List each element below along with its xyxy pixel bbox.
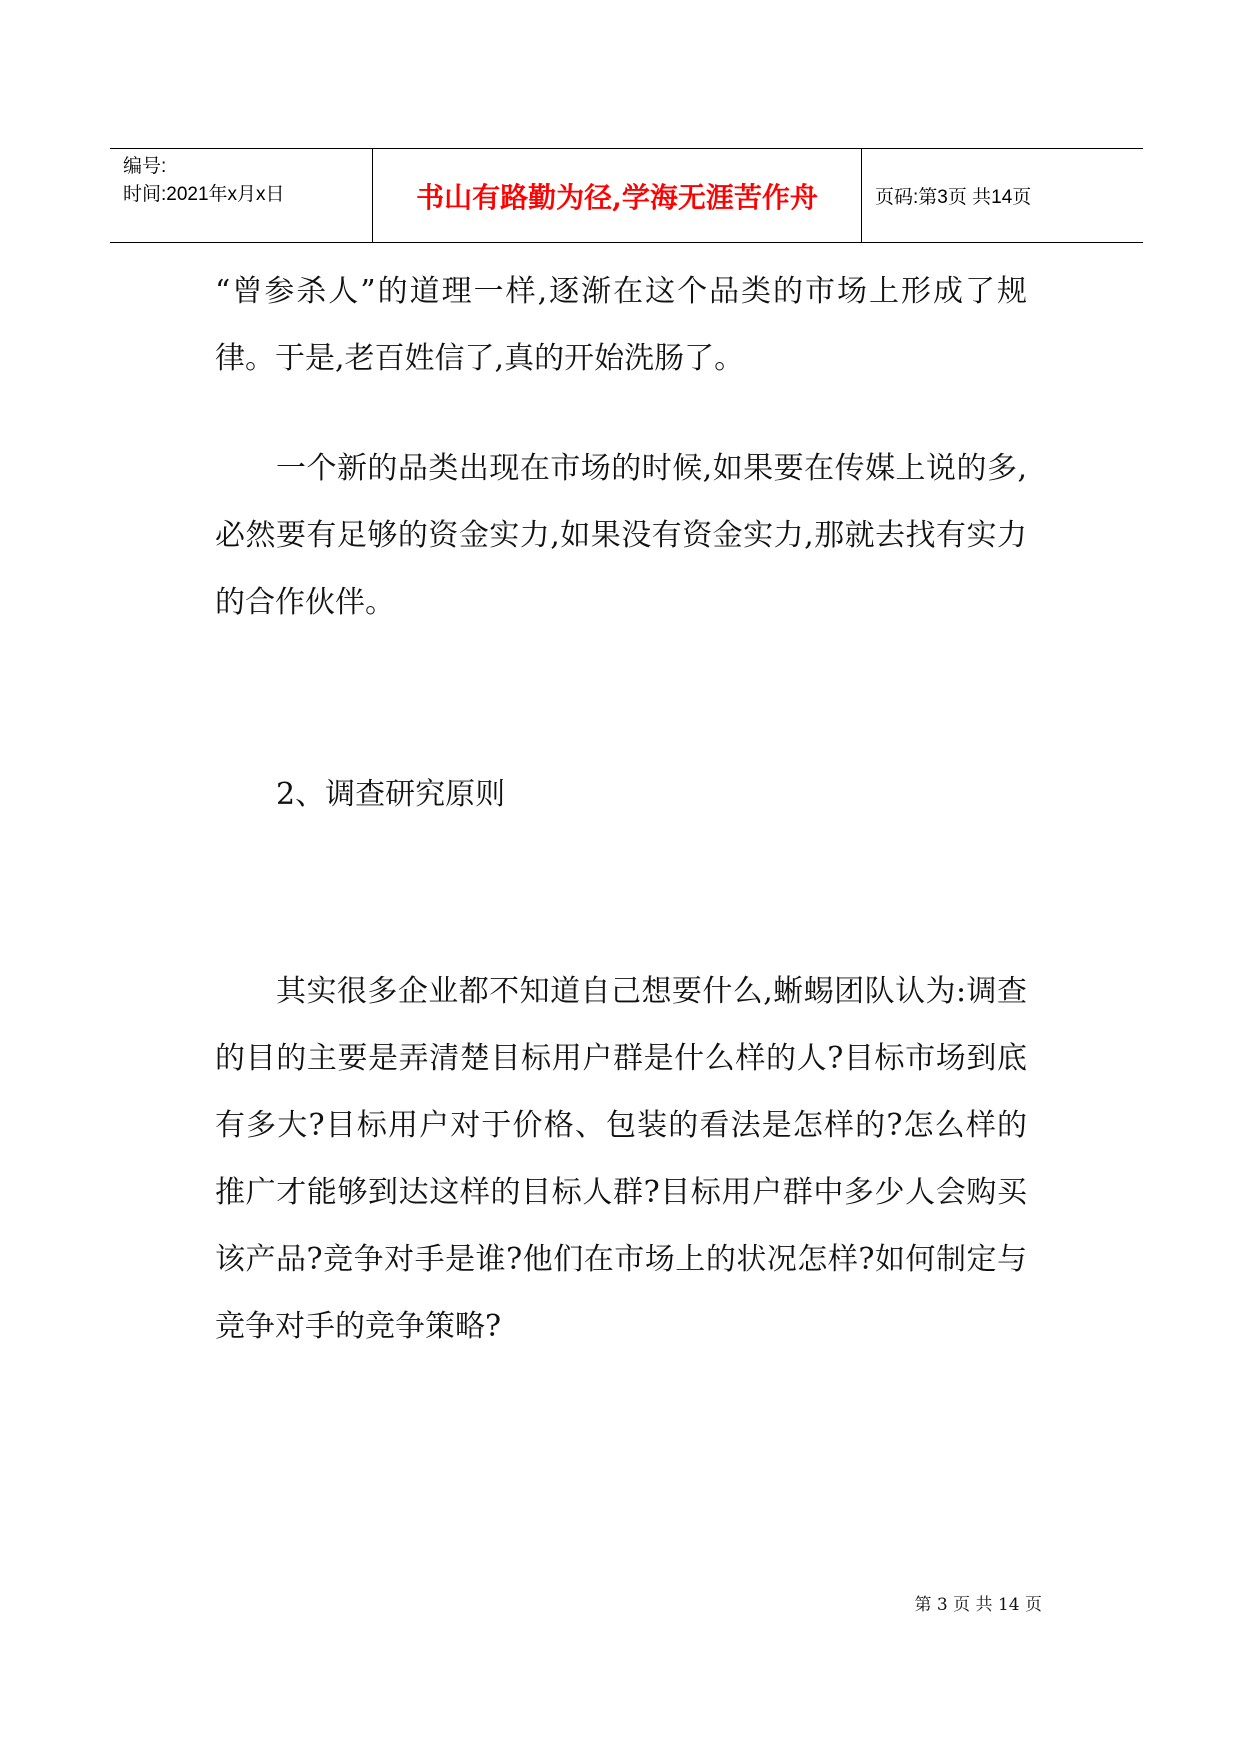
page-footer: 第 3 页 共 14 页: [914, 1595, 1042, 1615]
paragraph-2: 一个新的品类出现在市场的时候,如果要在传媒上说的多,必然要有足够的资金实力,如果没有资金实力,那就去找有实力的合作伙伴。: [215, 451, 1027, 620]
section-heading: 2、调查研究原则: [276, 777, 506, 812]
document-number-label: 编号:: [123, 156, 167, 177]
header-motto: 书山有路勤为径,学海无涯苦作舟: [416, 180, 818, 214]
header-page-cell: [862, 149, 1143, 242]
paragraph-1: “曾参杀人”的道理一样,逐渐在这个品类的市场上形成了规律。于是,老百姓信了,真的开始洗肠了。: [215, 274, 1027, 376]
document-time-label: 时间:2021年x月x日: [123, 184, 285, 205]
page-header-table: [110, 148, 1143, 243]
header-meta-cell: [110, 149, 373, 242]
header-page-label: 页码:第3页 共14页: [875, 187, 1032, 208]
header-motto-cell: [373, 149, 862, 242]
paragraph-3: 其实很多企业都不知道自己想要什么,蜥蜴团队认为:调查的目的主要是弄清楚目标用户群是什么样的人?目标市场到底有多大?目标用户对于价格、包装的看法是怎样的?怎么样的推广才能够到达这样的目标人群?目标用户群中多少人会购买该产品?竞争对手是谁?他们在市场上的状况怎样?如何制定与竞争对手的竞争策略?: [215, 974, 1027, 1344]
